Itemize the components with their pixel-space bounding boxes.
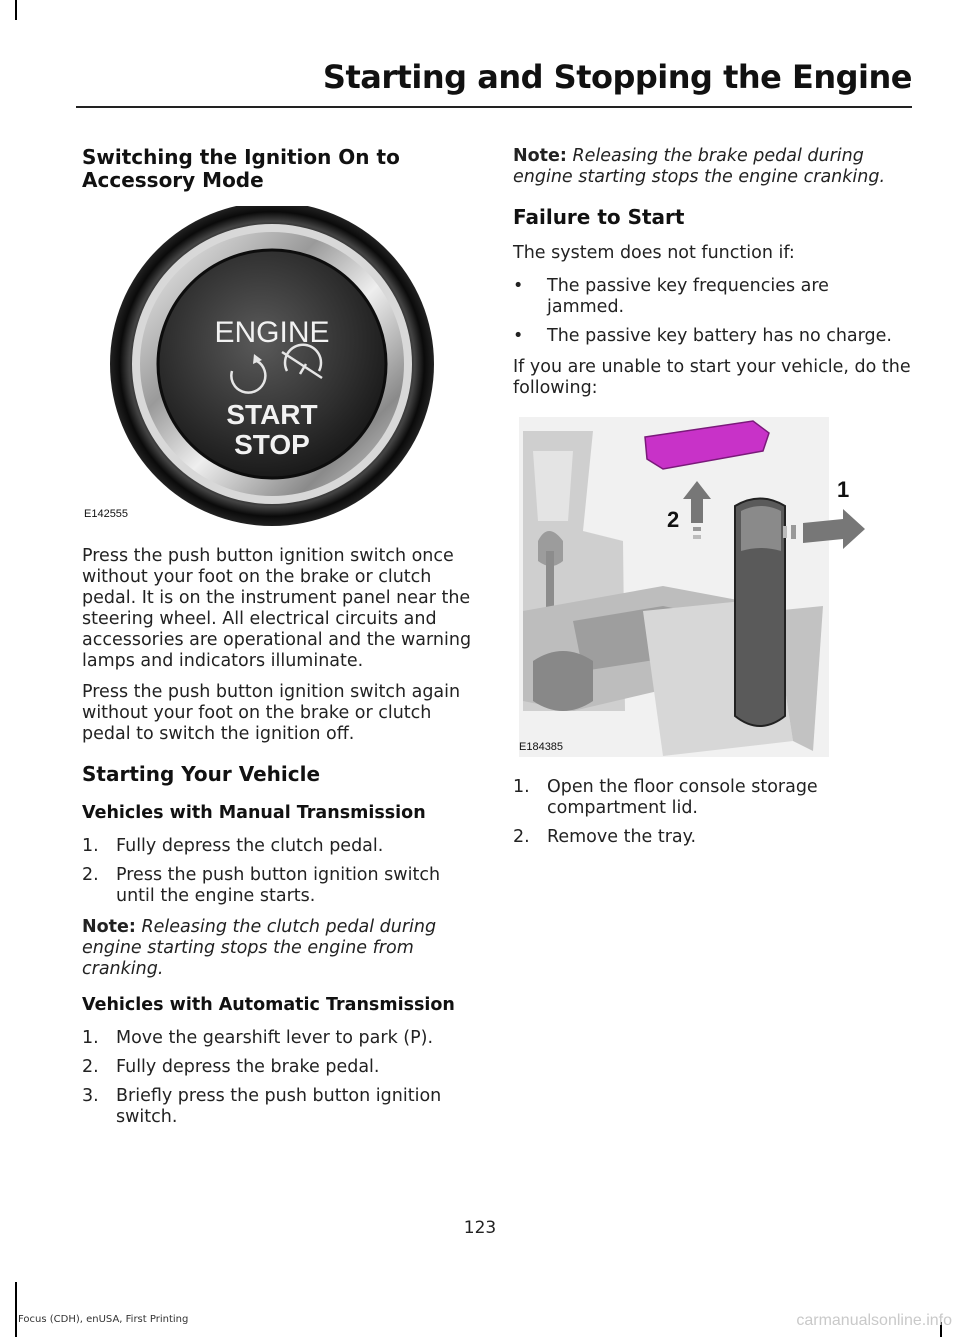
note-brake: Note: Releasing the brake pedal during engine starting stops the engine cranking. — [513, 146, 886, 187]
list-item: 1. Move the gearshift lever to park (P). — [82, 1028, 434, 1048]
list-item: • The passive key frequencies are jammed. — [513, 276, 829, 317]
list-item: 1. Open the floor console storage compartment lid. — [513, 777, 818, 818]
paragraph-press-once: Press the push button ignition switch once without your foot on the brake or clutch pedal. It is on the instrument panel near the steering wheel. All electrical circuits and accessories are operational and the warning lamps and indicators illuminate. — [82, 546, 472, 671]
list-item: 1. Fully depress the clutch pedal. — [82, 836, 384, 856]
paragraph-unable-to-start: If you are unable to start your vehicle, do the following: — [513, 357, 911, 398]
watermark: carmanualsonline.info — [796, 1312, 952, 1329]
failure-bullets-list — [513, 276, 911, 347]
crop-mark-bottom-left — [15, 1282, 17, 1337]
manual-steps-list — [82, 836, 476, 907]
subheading-automatic-transmission: Vehicles with Automatic Transmission — [82, 995, 455, 1015]
figure-ignition-button — [82, 206, 476, 526]
list-item: 2. Fully depress the brake pedal. — [82, 1057, 380, 1077]
automatic-steps-list — [82, 1028, 476, 1128]
button-text-start: START — [226, 399, 318, 430]
button-text-engine: ENGINE — [214, 316, 330, 349]
note-clutch: Note: Releasing the clutch pedal during engine starting stops the engine from cranking. — [82, 917, 437, 979]
crop-mark-top-left — [15, 0, 17, 20]
button-text-stop: STOP — [234, 429, 310, 460]
figure-console-tray — [513, 411, 911, 763]
section-heading-failure-to-start: Failure to Start — [513, 205, 685, 229]
figure-id-label: E142555 — [84, 508, 129, 520]
title-divider — [76, 106, 912, 108]
subheading-manual-transmission: Vehicles with Manual Transmission — [82, 803, 426, 823]
callout-1: 1 — [837, 477, 850, 502]
left-column — [82, 146, 476, 1138]
callout-2: 2 — [667, 507, 680, 532]
console-tray-illustration — [513, 411, 911, 763]
ignition-button-illustration — [82, 206, 476, 526]
right-column — [513, 146, 911, 858]
list-item: 3. Briefly press the push button ignition switch. — [82, 1086, 442, 1127]
list-item: 2. Remove the tray. — [513, 827, 697, 847]
page-title: Starting and Stopping the Engine — [322, 58, 912, 96]
page-number: 123 — [463, 1218, 497, 1238]
section-heading-accessory-mode: Switching the Ignition On to Accessory Mode — [82, 145, 400, 192]
figure-id-label: E184385 — [519, 741, 564, 753]
console-steps-list — [513, 777, 911, 848]
section-heading-starting: Starting Your Vehicle — [82, 762, 321, 786]
list-item: • The passive key battery has no charge. — [513, 326, 892, 346]
paragraph-failure-intro: The system does not function if: — [513, 243, 795, 263]
print-info: Focus (CDH), enUSA, First Printing — [18, 1314, 189, 1325]
paragraph-press-again: Press the push button ignition switch again without your foot on the brake or clutch pedal to switch the ignition off. — [82, 682, 461, 744]
list-item: 2. Press the push button ignition switch until the engine starts. — [82, 865, 441, 906]
